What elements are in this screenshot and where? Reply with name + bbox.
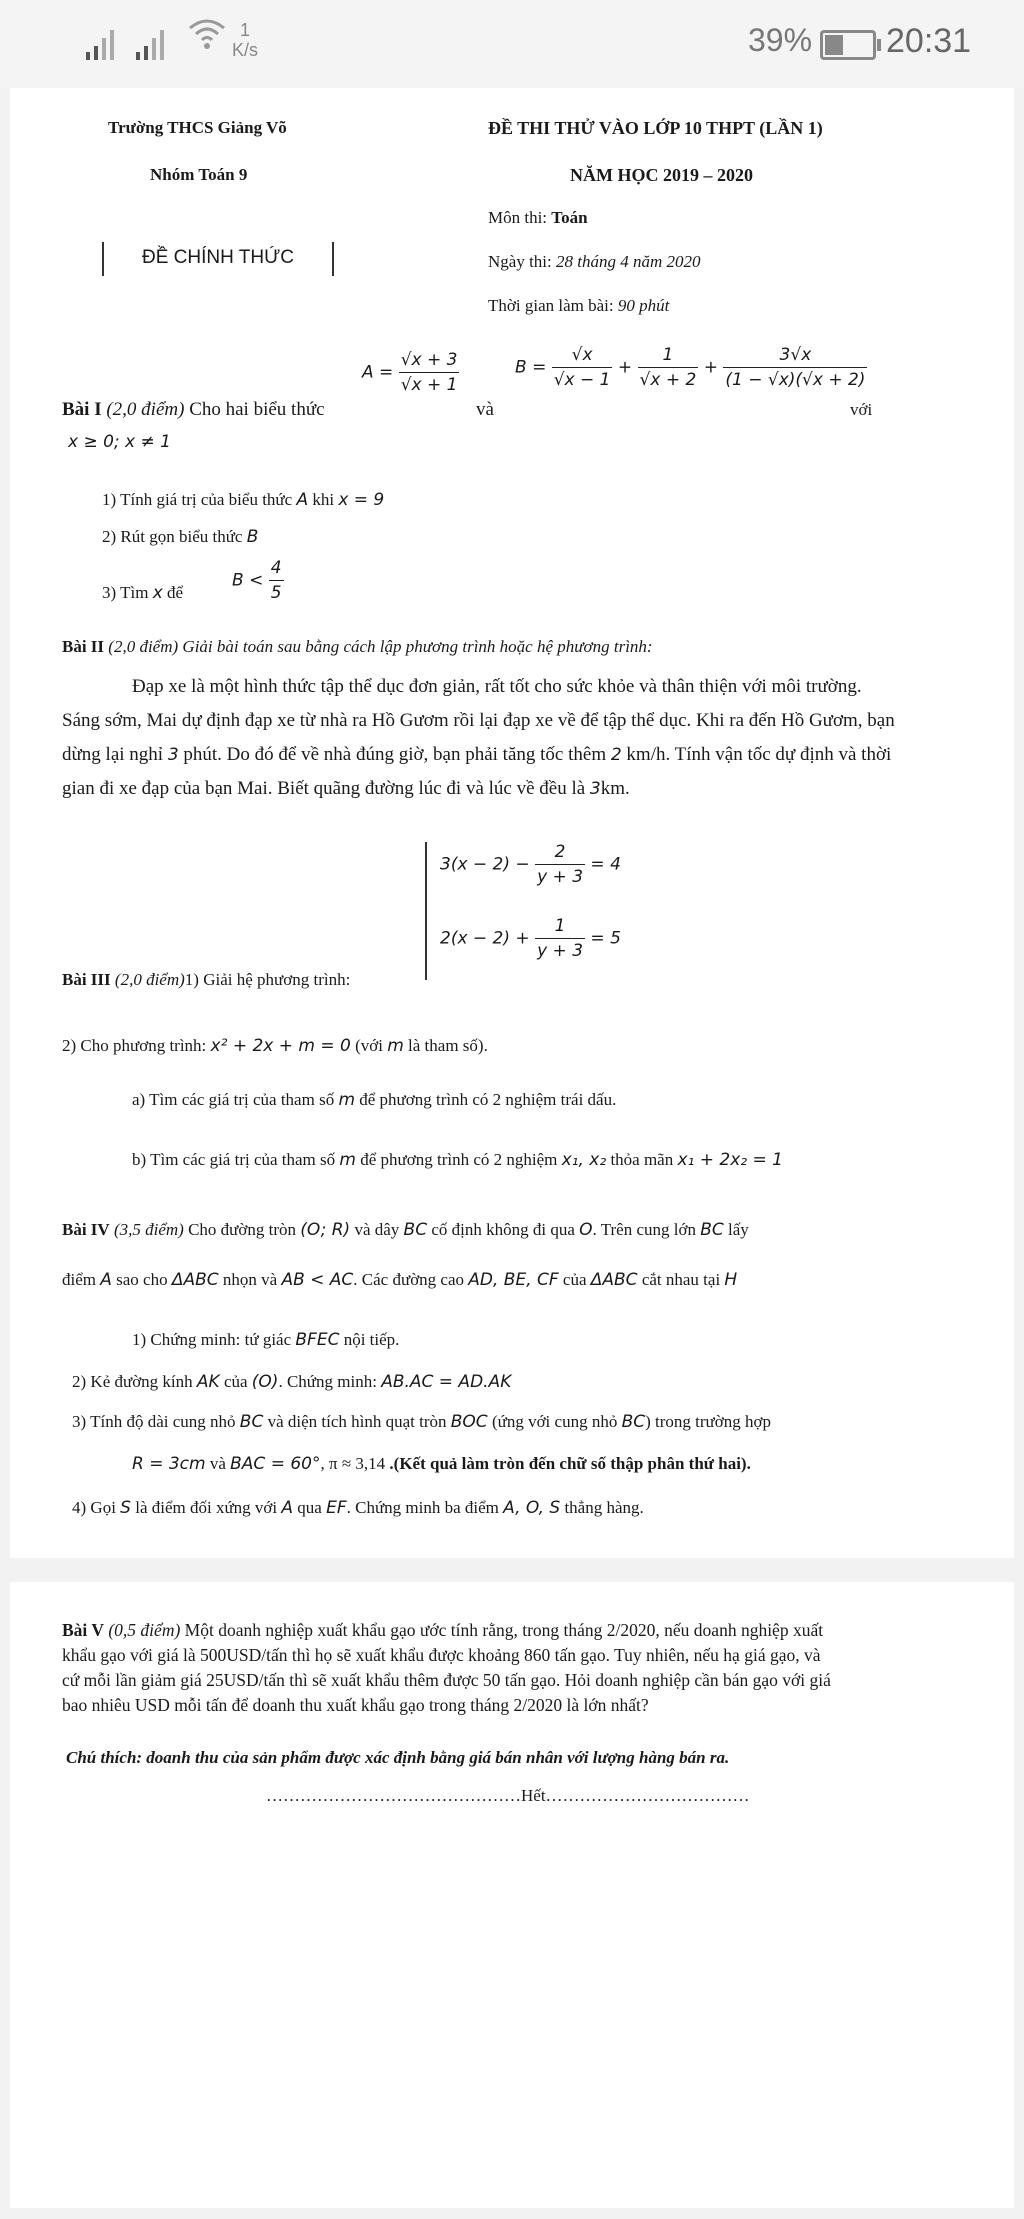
status-bar — [0, 0, 1024, 88]
bai1-intro: Bài I (2,0 điểm) Cho hai biểu thức — [62, 399, 325, 420]
official-stamp-box — [102, 242, 334, 276]
duration-line: Thời gian làm bài: 90 phút — [488, 296, 670, 315]
group-name: Nhóm Toán 9 — [150, 165, 248, 184]
subject-line: Môn thi: Toán — [488, 208, 588, 227]
network-speed: 1 K/s — [232, 20, 259, 60]
bai4-q3-given: R = 3cm và BAC = 60°, π ≈ 3,14 .(Kết quả làm tròn đến chữ số thập phân thứ hai). — [132, 1454, 751, 1474]
clock: 20:31 — [886, 22, 972, 60]
bai2-title: Bài II (2,0 điểm) Giải bài toán sau bằng cách lập phương trình hoặc hệ phương trình: — [62, 637, 653, 656]
exam-document — [10, 88, 1014, 2208]
battery-icon — [820, 30, 876, 60]
bai5-paragraph: Bài V (0,5 điểm) Một doanh nghiệp xuất khẩu gạo ước tính rằng, trong tháng 2/2020, nếu doanh nghiệp xuất khẩu gạo với giá là 500USD/tấn thì họ sẽ xuất khẩu được khoảng 860 tấn gạo. Tuy nhiên, nếu hạ giá gạo, và cứ mỗi lần giảm giá 25USD/tấn thì sẽ xuất khẩu thêm được 50 tấn gạo. Hỏi doanh nghiệp cần bán gạo với giá bao nhiêu USD mỗi tấn để doanh thu xuất khẩu gạo trong tháng 2/2020 là lớn nhất? — [62, 1620, 831, 1715]
bai1-condition: x ≥ 0; x ≠ 1 — [68, 432, 171, 452]
bai3-intro: Bài III (2,0 điểm)1) Giải hệ phương trình: — [62, 970, 351, 989]
end-marker: ………………………………………Hết……………………………… — [266, 1786, 750, 1805]
bai4-line1: Bài IV (3,5 điểm) Cho đường tròn (O; R) và dây BC cố định không đi qua O. Trên cung lớn BC lấy — [62, 1220, 749, 1240]
wifi-icon — [188, 18, 226, 59]
bai1-q3: 3) Tìm x để — [102, 583, 184, 603]
bai1-q1: 1) Tính giá trị của biểu thức A khi x = 9 — [102, 490, 385, 510]
bai1-q2: 2) Rút gọn biểu thức B — [102, 527, 259, 547]
bai4-line2: điểm A sao cho ΔABC nhọn và AB < AC. Các đường cao AD, BE, CF của ΔABC cắt nhau tại H — [62, 1270, 738, 1290]
and-word: và — [476, 399, 494, 420]
official-label: ĐỀ CHÍNH THỨC — [141, 247, 295, 268]
bai2-paragraph: Đạp xe là một hình thức tập thể dục đơn giản, rất tốt cho sức khỏe và thân thiện với môi trường. Sáng sớm, Mai dự định đạp xe từ nhà ra Hồ Gươm rồi lại đạp xe về để tập thể dục. Khi ra đến Hồ Gươm, bạn dừng lại nghỉ 3 phút. Do đó để về nhà đúng giờ, bạn phải tăng tốc thêm 2 km/h. Tính vận tốc dự định và thời gian đi xe đạp của bạn Mai. Biết quãng đường lúc đi và lúc về đều là 3km. — [62, 676, 895, 799]
bai3-q2: 2) Cho phương trình: x² + 2x + m = 0 (với m là tham số). — [62, 1036, 488, 1056]
signal-icon-sim1 — [86, 26, 120, 60]
system-eq2: 2(x − 2) + $\frac{1}{y + 3}$ = 5 — [440, 916, 621, 961]
expr-A: A = $\frac{√x + 3}{√x + 1}$ — [362, 350, 458, 395]
signal-icon-sim2 — [136, 26, 170, 60]
date-line: Ngày thi: 28 tháng 4 năm 2020 — [488, 252, 701, 271]
bai5-note: Chú thích: doanh thu của sản phẩm được xác định bằng giá bán nhân với lượng hàng bán ra. — [66, 1748, 730, 1767]
bai1-q3-ineq: B < $\frac{4}{5}$ — [232, 558, 282, 603]
page-break — [10, 1558, 1014, 1582]
bai4-q3: 3) Tính độ dài cung nhỏ BC và diện tích hình quạt tròn BOC (ứng với cung nhỏ BC) trong trường hợp — [72, 1412, 771, 1432]
bai4-q1: 1) Chứng minh: tứ giác BFEC nội tiếp. — [132, 1330, 400, 1350]
school-year: NĂM HỌC 2019 – 2020 — [570, 165, 753, 185]
bai4-q2: 2) Kẻ đường kính AK của (O). Chứng minh: AB.AC = AD.AK — [72, 1372, 512, 1392]
with-word: với — [850, 400, 873, 419]
system-eq1: 3(x − 2) − $\frac{2}{y + 3}$ = 4 — [440, 842, 621, 887]
expr-B: B = $\frac{√x}{√x - 1}$ + $\frac{1}{√x + 2}$ + $\frac{3√x}{(1 - √x)(√x + 2)}$ — [515, 345, 866, 390]
school-name: Trường THCS Giảng Võ — [108, 118, 287, 137]
system-brace — [425, 842, 437, 980]
battery-percent: 39% — [748, 22, 813, 58]
bai3-qa: a) Tìm các giá trị của tham số m để phương trình có 2 nghiệm trái dấu. — [132, 1090, 617, 1110]
bai3-qb: b) Tìm các giá trị của tham số m để phương trình có 2 nghiệm x₁, x₂ thỏa mãn x₁ + 2x₂ = 1 — [132, 1150, 783, 1170]
bai4-q4: 4) Gọi S là điểm đối xứng với A qua EF. Chứng minh ba điểm A, O, S thẳng hàng. — [72, 1498, 644, 1518]
exam-title: ĐỀ THI THỬ VÀO LỚP 10 THPT (LẦN 1) — [488, 118, 823, 138]
